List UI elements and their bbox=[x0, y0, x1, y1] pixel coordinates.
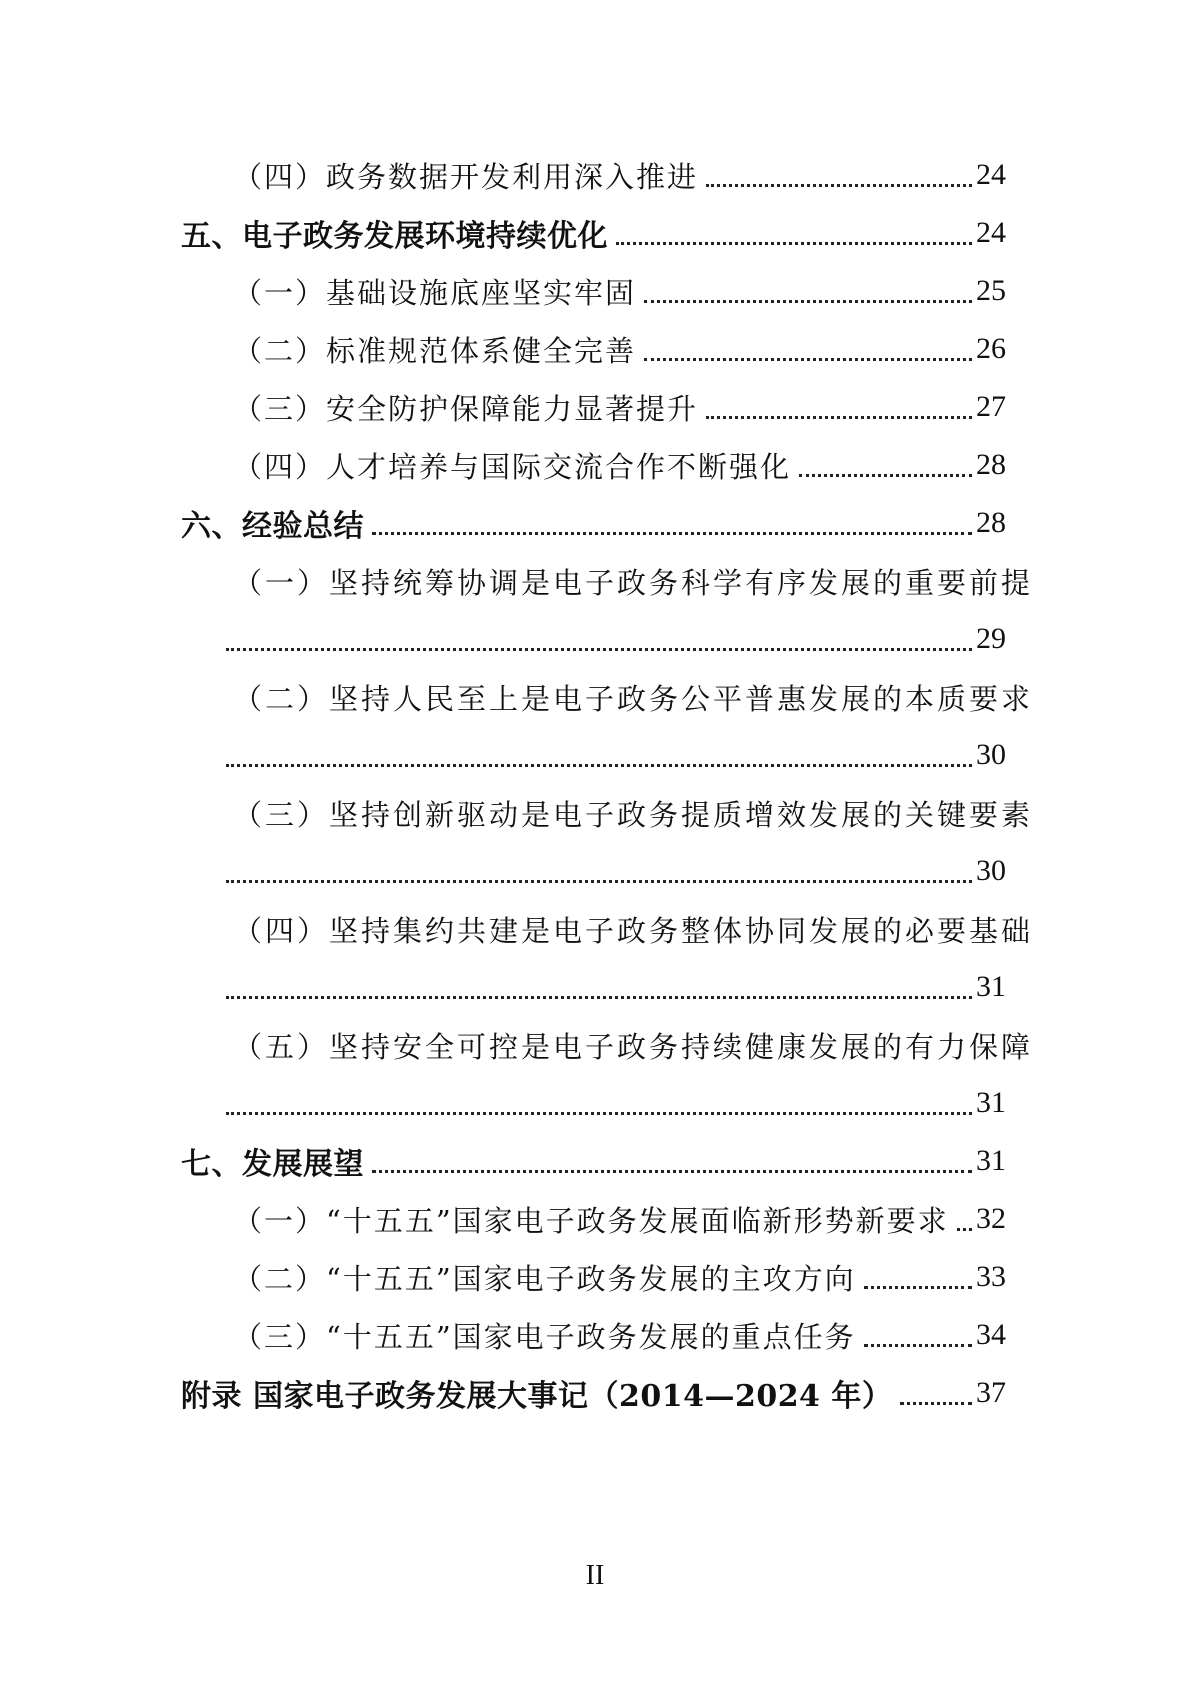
toc-entry-label: （一）坚持统筹协调是电子政务科学有序发展的重要前提 bbox=[233, 565, 1034, 600]
toc-page-number: 32 bbox=[976, 1202, 1006, 1235]
toc-entry-label: （一）“十五五”国家电子政务发展面临新形势新要求 bbox=[233, 1203, 949, 1238]
toc-entry-line1[interactable] bbox=[233, 785, 1034, 841]
dot-leader bbox=[372, 1170, 972, 1173]
toc-entry-line2[interactable] bbox=[226, 1075, 1006, 1131]
toc-entry-label: （四）坚持集约共建是电子政务整体协同发展的必要基础 bbox=[233, 913, 1034, 948]
dot-leader bbox=[616, 242, 972, 245]
toc-subsection-entry[interactable] bbox=[233, 379, 1006, 435]
dot-leader bbox=[900, 1402, 972, 1405]
toc-page-number: 30 bbox=[976, 738, 1006, 771]
toc-page-number: 29 bbox=[976, 622, 1006, 655]
dot-leader bbox=[226, 996, 972, 999]
toc-entry-label: 六、经验总结 bbox=[181, 509, 364, 544]
toc-entry-label: （二）坚持人民至上是电子政务公平普惠发展的本质要求 bbox=[233, 681, 1034, 716]
toc-entry-label: （五）坚持安全可控是电子政务持续健康发展的有力保障 bbox=[233, 1029, 1034, 1064]
dot-leader bbox=[226, 880, 972, 883]
toc-entry-line2[interactable] bbox=[226, 843, 1006, 899]
toc-entry-label: （二）标准规范体系健全完善 bbox=[233, 333, 637, 368]
toc-page-number: 37 bbox=[976, 1376, 1006, 1409]
dot-leader bbox=[957, 1228, 972, 1231]
toc-page-number: 27 bbox=[976, 390, 1006, 423]
toc-subsection-entry[interactable] bbox=[233, 1307, 1006, 1363]
dot-leader bbox=[864, 1344, 972, 1347]
toc-subsection-entry[interactable] bbox=[233, 147, 1006, 203]
toc-page-number: 25 bbox=[976, 274, 1006, 307]
toc-entry-label: 附录 国家电子政务发展大事记（2014—2024 年） bbox=[181, 1379, 893, 1414]
dot-leader bbox=[226, 1112, 972, 1115]
toc-entry-label: 七、发展展望 bbox=[181, 1147, 364, 1182]
toc-entry-label: （三）“十五五”国家电子政务发展的重点任务 bbox=[233, 1319, 856, 1354]
toc-page-number: 31 bbox=[976, 1086, 1006, 1119]
dot-leader bbox=[706, 416, 972, 419]
toc-page-number: 24 bbox=[976, 158, 1006, 191]
toc-subsection-entry[interactable] bbox=[233, 1191, 1006, 1247]
toc-entry-label: （一）基础设施底座坚实牢固 bbox=[233, 275, 637, 310]
page-footer-number: II bbox=[585, 1560, 605, 1591]
dot-leader bbox=[226, 648, 972, 651]
dot-leader bbox=[799, 474, 972, 477]
toc-page-number: 26 bbox=[976, 332, 1006, 365]
toc-subsection-entry[interactable] bbox=[233, 437, 1006, 493]
toc-entry-line2[interactable] bbox=[226, 611, 1006, 667]
dot-leader bbox=[864, 1286, 972, 1289]
dot-leader bbox=[706, 184, 972, 187]
toc-entry-label: （四）人才培养与国际交流合作不断强化 bbox=[233, 449, 792, 484]
toc-page-number: 34 bbox=[976, 1318, 1006, 1351]
toc-entry-line1[interactable] bbox=[233, 669, 1034, 725]
dot-leader bbox=[644, 300, 972, 303]
toc-entry-label: （三）坚持创新驱动是电子政务提质增效发展的关键要素 bbox=[233, 797, 1034, 832]
dot-leader bbox=[226, 764, 972, 767]
toc-entry-line1[interactable] bbox=[233, 901, 1034, 957]
toc-entry-line2[interactable] bbox=[226, 959, 1006, 1015]
toc-entry-line2[interactable] bbox=[226, 727, 1006, 783]
toc-section-entry[interactable] bbox=[181, 1133, 1006, 1189]
toc-subsection-entry[interactable] bbox=[233, 1249, 1006, 1305]
toc-section-entry[interactable] bbox=[181, 495, 1006, 551]
toc-page-number: 31 bbox=[976, 970, 1006, 1003]
dot-leader bbox=[372, 532, 972, 535]
toc-entry-label: （三）安全防护保障能力显著提升 bbox=[233, 391, 699, 426]
toc-entry-label: 五、电子政务发展环境持续优化 bbox=[181, 219, 608, 254]
toc-entry-label: （四）政务数据开发利用深入推进 bbox=[233, 159, 699, 194]
toc-section-entry[interactable] bbox=[181, 1365, 1006, 1421]
toc-page-number: 33 bbox=[976, 1260, 1006, 1293]
toc-subsection-entry[interactable] bbox=[233, 263, 1006, 319]
toc-page-number: 30 bbox=[976, 854, 1006, 887]
toc-section-entry[interactable] bbox=[181, 205, 1006, 261]
toc-subsection-entry[interactable] bbox=[233, 321, 1006, 377]
toc-page-number: 28 bbox=[976, 506, 1006, 539]
toc-entry-line1[interactable] bbox=[233, 553, 1034, 609]
toc-page-number: 28 bbox=[976, 448, 1006, 481]
toc-page-number: 24 bbox=[976, 216, 1006, 249]
toc-page-number: 31 bbox=[976, 1144, 1006, 1177]
toc-entry-label: （二）“十五五”国家电子政务发展的主攻方向 bbox=[233, 1261, 856, 1296]
toc-entry-line1[interactable] bbox=[233, 1017, 1034, 1073]
dot-leader bbox=[644, 358, 972, 361]
